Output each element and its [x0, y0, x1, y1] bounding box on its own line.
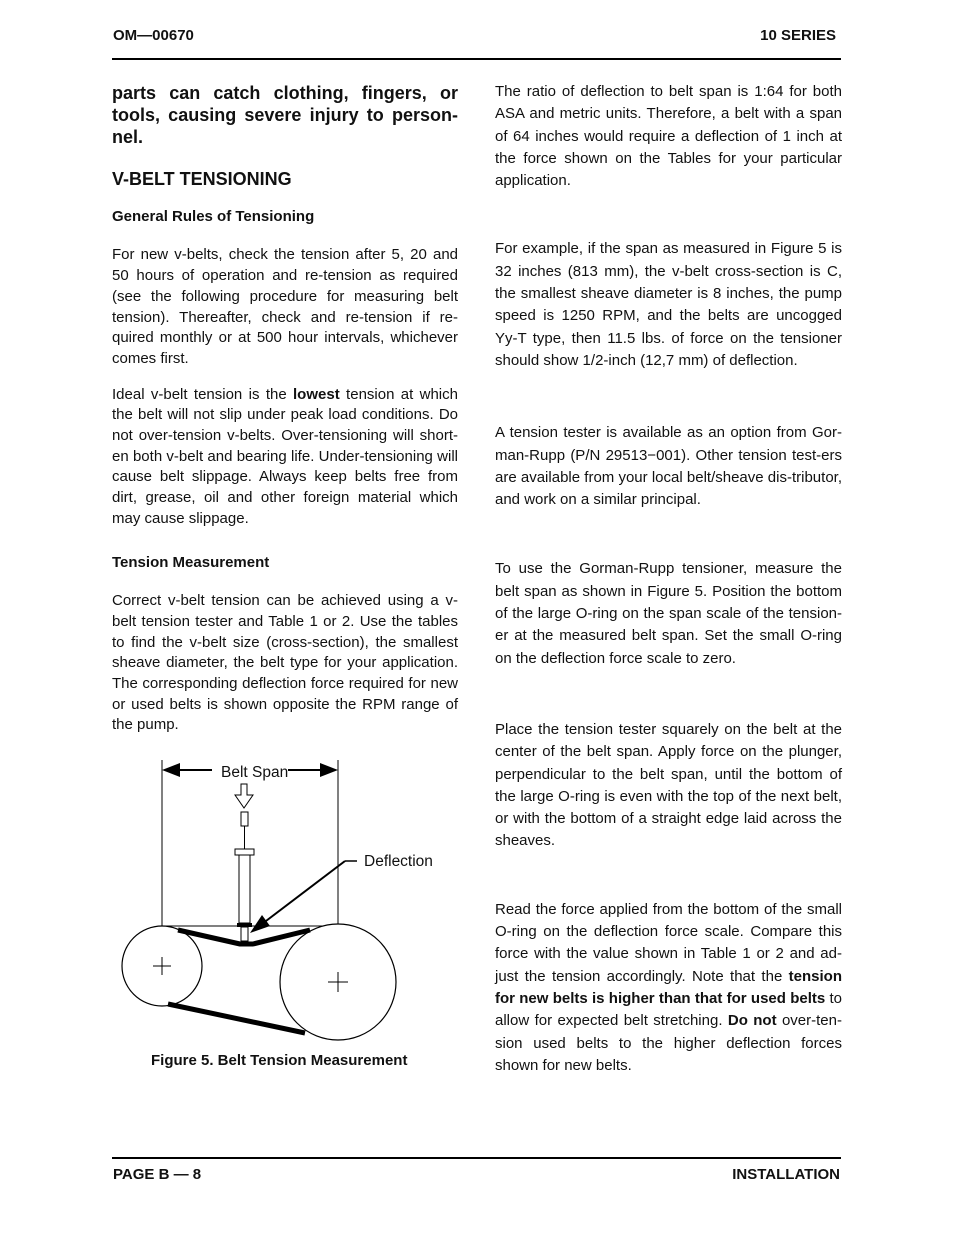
page-number: PAGE B — 8: [113, 1166, 202, 1183]
subheading-general-rules: General Rules of Tensioning: [112, 207, 315, 225]
force-arrow-icon: [235, 784, 253, 808]
paragraph-deflection-ratio: The ratio of deflection to belt span is 1:64 for both ASA and metric units. Therefore, a belt with a span of 64 inches would require a deflection of 1 inch at the force shown on the Tables for your particular application.: [495, 83, 842, 190]
paragraph-use-tensioner: To use the Gorman-Rupp tensioner, measure the belt span as shown in Figure 5. Position the bottom of the large O-ring on the span scale of the tension-er at the measured belt span. Set the small O-ring on the deflection force scale to zero.: [495, 560, 842, 667]
span-left-arrowhead: [162, 763, 180, 777]
header-rule: [112, 58, 841, 60]
right-column: [495, 81, 842, 1077]
footer-rule: [112, 1157, 841, 1159]
paragraph-read-force: Read the force applied from the bottom of the small O-ring on the deflection force scale. Compare this force with the value shown in Table 1 or 2 and ad-just the tension accordingly. Note that the tension for new belts is higher than that for used belts to allow for expected belt stretching. Do not over-ten-sion used belts to the higher deflection forces shown for new belts.: [495, 900, 842, 1074]
tester-collar: [235, 849, 254, 855]
subheading-tension-measurement: Tension Measurement: [112, 553, 270, 571]
paragraph-correct-tension: Correct v-belt tension can be achieved using a v-belt tension tester and Table 1 or 2. Use the tables to find the v-belt size (cross-section), the smallest sheave diameter, the belt type for your application. The corresponding deflection force required for new or used belts is shown opposite the RPM range of the pump.: [112, 592, 458, 734]
span-right-arrowhead: [320, 763, 338, 777]
tester-cap: [241, 812, 248, 826]
belt-bottom: [168, 1004, 305, 1033]
tester-plunger: [241, 927, 248, 941]
belt-tension-diagram: [100, 750, 460, 1050]
paragraph-new-belts: For new v-belts, check the tension after 5, 20 and 50 hours of operation and re-tension as required (see the following procedure for measuring belt tension). Thereafter, check and re-tension if re-quired monthly or at 500 hour intervals, whichever comes first.: [112, 246, 458, 367]
section-heading: V-BELT TENSIONING: [112, 169, 292, 189]
paragraph-tension-tester: A tension tester is available as an option from Gor-man-Rupp (P/N 29513−001). Other tension test-ers are available from your local belt/sheave dis-tributor, and work on a similar principal.: [495, 424, 842, 509]
series-label: 10 SERIES: [760, 27, 836, 44]
paragraph-place-tester: Place the tension tester squarely on the belt at the center of the belt span. Apply force on the plunger, perpendicular to the belt span, until the bottom of the large O-ring is even with the top of the next belt, or with the bottom of a straight edge laid across the sheaves.: [495, 720, 842, 850]
figure-caption: Figure 5. Belt Tension Measurement: [151, 1052, 408, 1069]
paragraph-ideal-tension: Ideal v-belt tension is the lowest tension at which the belt will not slip under peak load conditions. Do not over-tension v-belts. Over-tensioning will short-en both v-belt and bearing life. Under-tensioning will cause belt slippage. Always keep belts free from dirt, grease, oil and other foreign material which may cause slippage.: [112, 385, 458, 527]
tester-body: [239, 855, 250, 923]
deflection-pointer-line: [262, 861, 345, 924]
document-id: OM—00670: [113, 27, 194, 44]
left-column: [112, 82, 458, 736]
belt-span-label: Belt Span: [221, 764, 289, 781]
warning-text: parts can catch clothing, fingers, or tools, causing severe injury to person-nel.: [112, 83, 458, 147]
section-name: INSTALLATION: [732, 1166, 840, 1183]
deflection-label: Deflection: [364, 853, 433, 870]
deflection-arrowhead: [250, 915, 270, 933]
paragraph-example: For example, if the span as measured in Figure 5 is 32 inches (813 mm), the v-belt cross-section is C, the smallest sheave diameter is 8 inches, the pump speed is 1250 RPM, and the belts are uncogged Yy-T type, then 11.5 lbs. of force on the tensioner should show 1/2-inch (12,7 mm) of deflection.: [495, 240, 842, 369]
